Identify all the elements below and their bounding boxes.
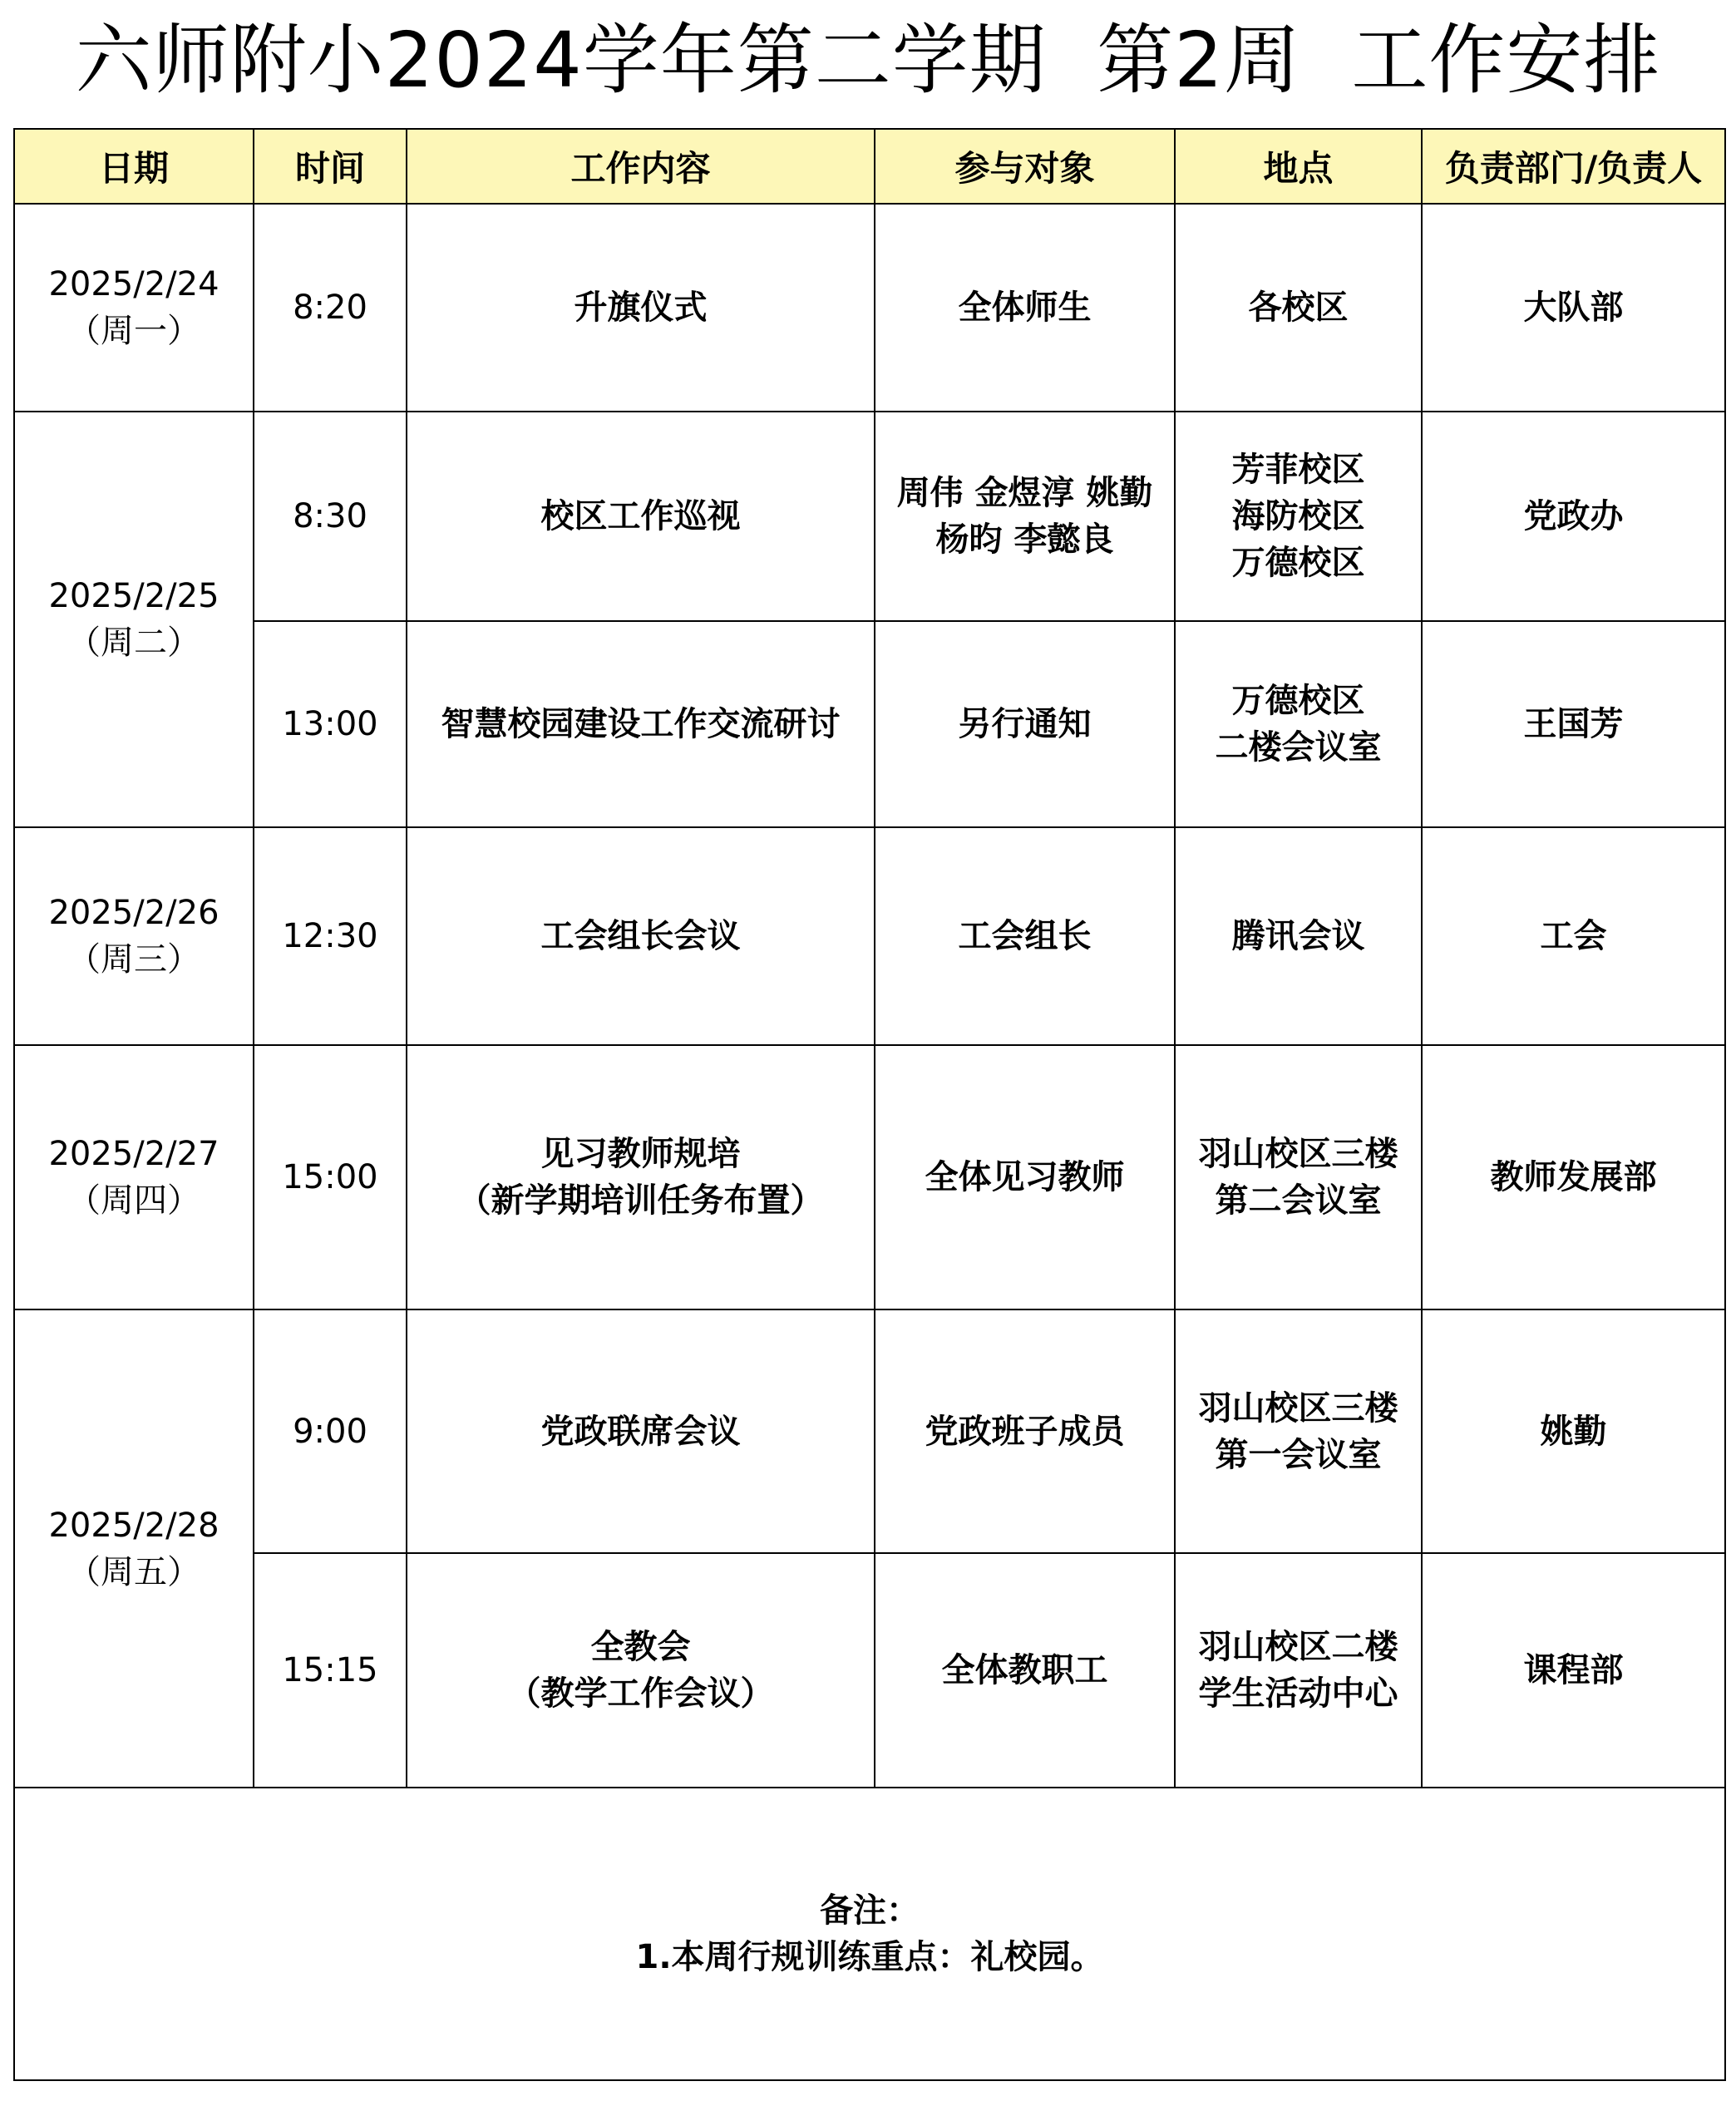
- date-text: 2025/2/25: [48, 577, 219, 615]
- participants-cell: [875, 1309, 1175, 1553]
- header-time: 时间: [254, 129, 407, 204]
- weekday-text: （周二）: [67, 624, 200, 662]
- schedule-row: [14, 827, 1725, 1045]
- participants-line: 全体见习教师: [925, 1158, 1125, 1196]
- location-cell: [1175, 1045, 1422, 1309]
- location-cell: [1175, 1309, 1422, 1553]
- schedule-body: [14, 204, 1725, 1788]
- location-cell: [1175, 204, 1422, 412]
- schedule-row: [14, 204, 1725, 412]
- content-cell: [407, 1553, 875, 1788]
- responsible-cell: 工会: [1422, 827, 1725, 1045]
- notes-label: 备注：: [820, 1891, 920, 1930]
- weekday-text: （周一）: [67, 312, 200, 350]
- time-cell: 9:00: [254, 1309, 407, 1553]
- responsible-cell: 课程部: [1422, 1553, 1725, 1788]
- responsible-cell: 王国芳: [1422, 621, 1725, 827]
- page-title: 六师附小2024学年第二学期 第2周 工作安排: [75, 16, 1661, 105]
- content-cell: [407, 827, 875, 1045]
- content-line: 升旗仪式: [574, 289, 708, 327]
- content-line: 智慧校园建设工作交流研讨: [441, 705, 841, 743]
- responsible-cell: 教师发展部: [1422, 1045, 1725, 1309]
- notes-row: [14, 1788, 1725, 2080]
- date-cell: [14, 1045, 254, 1309]
- location-cell: [1175, 621, 1422, 827]
- location-line: 羽山校区二楼: [1198, 1628, 1398, 1666]
- location-line: 第二会议室: [1215, 1181, 1382, 1220]
- date-text: 2025/2/26: [48, 894, 219, 932]
- date-text: 2025/2/28: [48, 1506, 219, 1545]
- content-cell: [407, 621, 875, 827]
- content-line: 工会组长会议: [540, 917, 741, 955]
- schedule-row: [14, 1309, 1725, 1553]
- time-cell: 8:20: [254, 204, 407, 412]
- header-row: [14, 129, 1725, 204]
- responsible-cell: 党政办: [1422, 412, 1725, 621]
- participants-cell: [875, 621, 1175, 827]
- time-cell: 8:30: [254, 412, 407, 621]
- schedule-row: [14, 1045, 1725, 1309]
- location-line: 学生活动中心: [1198, 1674, 1398, 1713]
- location-line: 第一会议室: [1215, 1435, 1382, 1474]
- location-line: 羽山校区三楼: [1198, 1388, 1398, 1428]
- location-line: 海防校区: [1231, 497, 1365, 535]
- header-date: 日期: [14, 129, 254, 204]
- content-cell: [407, 1045, 875, 1309]
- schedule-row: [14, 412, 1725, 621]
- notes-item: 1.本周行规训练重点：礼校园。: [635, 1938, 1104, 1976]
- location-line: 万德校区: [1231, 544, 1365, 582]
- date-text: 2025/2/27: [48, 1135, 219, 1173]
- participants-cell: [875, 204, 1175, 412]
- content-cell: [407, 204, 875, 412]
- participants-cell: [875, 1045, 1175, 1309]
- content-line: 党政联席会议: [540, 1412, 741, 1451]
- responsible-cell: 姚勤: [1422, 1309, 1725, 1553]
- responsible-cell: 大队部: [1422, 204, 1725, 412]
- content-cell: [407, 412, 875, 621]
- content-line: 校区工作巡视: [540, 497, 741, 535]
- location-line: 芳菲校区: [1231, 451, 1365, 489]
- weekday-text: （周四）: [67, 1181, 200, 1220]
- date-cell: [14, 827, 254, 1045]
- weekday-text: （周三）: [67, 940, 200, 979]
- participants-line: 杨昀 李懿良: [935, 520, 1114, 559]
- location-line: 各校区: [1248, 289, 1349, 327]
- participants-line: 全体师生: [958, 289, 1092, 327]
- participants-line: 工会组长: [958, 917, 1092, 955]
- location-line: 万德校区: [1231, 682, 1365, 720]
- content-cell: [407, 1309, 875, 1553]
- time-cell: 13:00: [254, 621, 407, 827]
- participants-cell: [875, 827, 1175, 1045]
- weekday-text: （周五）: [67, 1552, 200, 1591]
- participants-cell: [875, 1553, 1175, 1788]
- participants-line: 党政班子成员: [925, 1412, 1125, 1451]
- schedule-row: [14, 621, 1725, 827]
- header-location: 地点: [1175, 129, 1422, 204]
- schedule-row: [14, 1553, 1725, 1788]
- participants-line: 全体教职工: [941, 1651, 1108, 1689]
- participants-line: 周伟 金煜淳 姚勤: [896, 474, 1153, 512]
- location-cell: [1175, 1553, 1422, 1788]
- location-cell: [1175, 412, 1422, 621]
- header-responsible: 负责部门/负责人: [1422, 129, 1725, 204]
- header-participants: 参与对象: [875, 129, 1175, 204]
- date-cell: [14, 204, 254, 412]
- content-line: 见习教师规培: [540, 1135, 741, 1173]
- date-cell: [14, 412, 254, 827]
- location-cell: [1175, 827, 1422, 1045]
- schedule-table: [13, 128, 1726, 2081]
- content-line: （教学工作会议）: [507, 1674, 774, 1713]
- location-line: 腾讯会议: [1231, 917, 1365, 955]
- time-cell: 15:00: [254, 1045, 407, 1309]
- header-content: 工作内容: [407, 129, 875, 204]
- date-cell: [14, 1309, 254, 1788]
- location-line: 二楼会议室: [1215, 728, 1382, 767]
- location-line: 羽山校区三楼: [1198, 1135, 1398, 1173]
- time-cell: 12:30: [254, 827, 407, 1045]
- participants-cell: [875, 412, 1175, 621]
- participants-line: 另行通知: [958, 705, 1092, 743]
- date-text: 2025/2/24: [48, 265, 219, 303]
- content-line: 全教会: [590, 1628, 691, 1666]
- notes-cell: [14, 1788, 1725, 2080]
- content-line: （新学期培训任务布置）: [457, 1181, 824, 1220]
- time-cell: 15:15: [254, 1553, 407, 1788]
